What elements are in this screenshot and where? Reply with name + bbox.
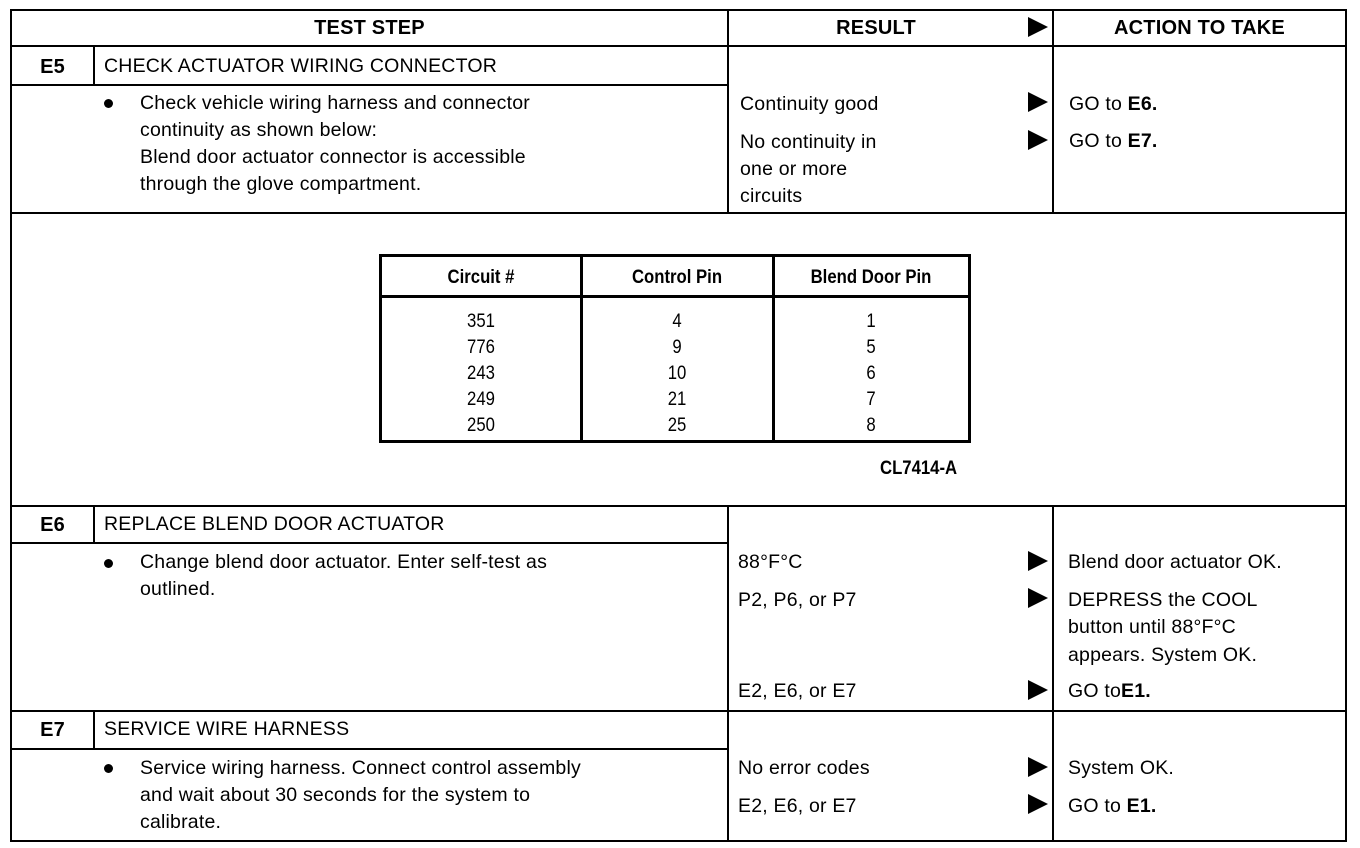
table-cell: 5 — [866, 337, 876, 358]
body-line: and wait about 30 seconds for the system to — [140, 784, 531, 806]
result-text: E2, E6, or E7 — [738, 680, 857, 702]
body-line: outlined. — [140, 578, 216, 600]
figure-bottom-border — [10, 505, 1347, 507]
step-e7-id: E7 — [40, 719, 65, 741]
header-action: ACTION TO TAKE — [1114, 17, 1285, 39]
table-cell: 6 — [866, 363, 876, 384]
header-bottom-border — [10, 45, 1347, 47]
step-e6-id: E6 — [40, 514, 65, 536]
e7-title-underline — [10, 748, 728, 750]
bullet-icon — [104, 559, 113, 568]
body-line: Change blend door actuator. Enter self-test as — [140, 551, 548, 573]
action-text: GO to E7. — [1069, 130, 1158, 152]
circuit-number-column — [394, 309, 568, 439]
table-cell: 10 — [667, 363, 687, 384]
figure-code: CL7414-A — [880, 458, 958, 479]
action-text: System OK. — [1068, 757, 1175, 779]
arrow-icon — [1028, 92, 1048, 112]
table-cell: 249 — [467, 389, 495, 410]
action-text: appears. System OK. — [1068, 644, 1258, 666]
e6-id-divider — [93, 505, 95, 544]
bullet-icon — [104, 764, 113, 773]
table-bottom-border — [10, 840, 1347, 842]
action-column-border-e6 — [1052, 505, 1054, 842]
action-text: DEPRESS the COOL — [1068, 589, 1258, 611]
action-text: GO toE1. — [1068, 680, 1151, 702]
table-right-border — [1345, 9, 1347, 842]
table-cell: 243 — [467, 363, 495, 384]
e5-bottom-border — [10, 212, 1347, 214]
table-cell: 21 — [667, 389, 687, 410]
e5-title-underline — [10, 84, 728, 86]
result-text: P2, P6, or P7 — [738, 589, 857, 611]
body-line: calibrate. — [140, 811, 222, 833]
circuit-table-header: Control Pin — [631, 267, 723, 288]
header-result: RESULT — [836, 17, 916, 39]
header-arrow-icon — [1028, 17, 1048, 37]
result-text: circuits — [740, 185, 803, 207]
step-e5-id: E5 — [40, 56, 65, 78]
table-cell: 4 — [672, 311, 682, 332]
blend-door-pin-column — [786, 309, 957, 439]
control-pin-column — [593, 309, 760, 439]
table-cell: 1 — [866, 311, 876, 332]
action-text: GO to E1. — [1068, 795, 1157, 817]
body-line: Service wiring harness. Connect control assembly — [140, 757, 581, 779]
arrow-icon — [1028, 588, 1048, 608]
arrow-icon — [1028, 680, 1048, 700]
result-text: Continuity good — [740, 93, 879, 115]
circuit-table — [379, 254, 971, 443]
action-text: button until 88°F°C — [1068, 616, 1236, 638]
action-text: Blend door actuator OK. — [1068, 551, 1282, 573]
arrow-icon — [1028, 551, 1048, 571]
header-test-step: TEST STEP — [314, 17, 425, 39]
table-cell: 25 — [667, 415, 687, 436]
body-line: through the glove compartment. — [140, 173, 422, 195]
circuit-table-header: Circuit # — [447, 267, 515, 288]
step-e6-title: REPLACE BLEND DOOR ACTUATOR — [104, 513, 445, 535]
circuit-table-header: Blend Door Pin — [810, 267, 932, 288]
table-cell: 9 — [672, 337, 682, 358]
body-line: Check vehicle wiring harness and connector — [140, 92, 530, 114]
step-e7-title: SERVICE WIRE HARNESS — [104, 718, 350, 740]
action-text: GO to E6. — [1069, 93, 1158, 115]
table-cell: 250 — [467, 415, 495, 436]
table-cell: 776 — [467, 337, 495, 358]
arrow-icon — [1028, 794, 1048, 814]
e6-title-underline — [10, 542, 728, 544]
arrow-icon — [1028, 130, 1048, 150]
table-cell: 8 — [866, 415, 876, 436]
result-column-border-e6 — [727, 505, 729, 842]
e5-id-divider — [93, 45, 95, 86]
table-top-border — [10, 9, 1347, 11]
result-text: E2, E6, or E7 — [738, 795, 857, 817]
result-text: No error codes — [738, 757, 870, 779]
step-e5-title: CHECK ACTUATOR WIRING CONNECTOR — [104, 55, 497, 77]
bullet-icon — [104, 99, 113, 108]
e6-bottom-border — [10, 710, 1347, 712]
result-text: one or more — [740, 158, 848, 180]
result-text: No continuity in — [740, 131, 877, 153]
table-cell: 7 — [866, 389, 876, 410]
table-cell: 351 — [467, 311, 495, 332]
e7-id-divider — [93, 710, 95, 750]
body-line: Blend door actuator connector is accessible — [140, 146, 526, 168]
arrow-icon — [1028, 757, 1048, 777]
body-line: continuity as shown below: — [140, 119, 378, 141]
result-text: 88°F°C — [738, 551, 803, 573]
